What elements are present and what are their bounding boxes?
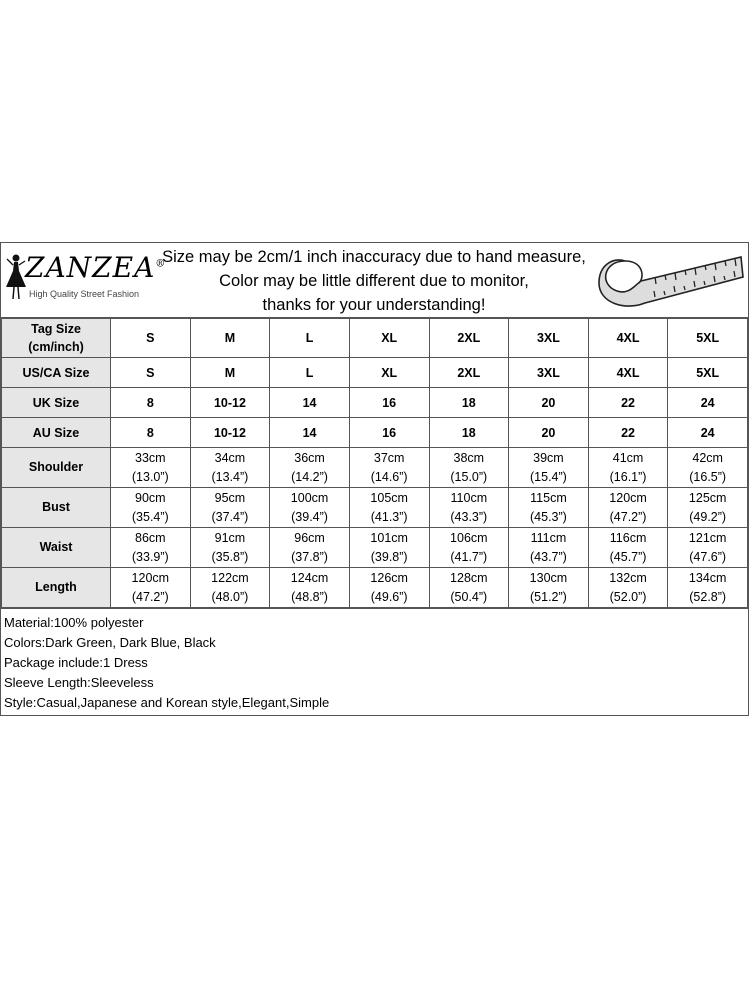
brand-tagline: High Quality Street Fashion: [29, 289, 140, 299]
inch-value: (43.7”): [530, 549, 567, 564]
measuring-tape-icon: [595, 251, 745, 309]
size-cell: 24: [668, 418, 748, 448]
size-cell: 5XL: [668, 358, 748, 388]
measurement-cell: [509, 488, 589, 528]
inch-value: (15.0”): [450, 469, 488, 484]
cm-value: 100cm: [290, 490, 329, 505]
inch-value: (16.1”): [609, 469, 647, 484]
size-cell: L: [270, 319, 350, 358]
inch-value: (52.8”): [689, 589, 727, 604]
size-cell: S: [111, 358, 191, 388]
inch-value: (33.9”): [131, 549, 169, 564]
cm-value: 96cm: [294, 530, 325, 545]
cm-value: 128cm: [450, 570, 488, 585]
brand-name: ZANZEA®: [25, 251, 167, 284]
row-label: Bust: [2, 488, 111, 528]
measurement-cell: [111, 448, 191, 488]
inch-value: (51.2”): [530, 589, 567, 604]
inch-value: (37.8”): [291, 549, 328, 564]
cm-value: 105cm: [370, 490, 408, 505]
cm-value: 120cm: [131, 570, 170, 585]
cm-value: 106cm: [450, 530, 488, 545]
measurement-cell: [270, 568, 350, 608]
notice-line: Color may be little different due to monitor,: [219, 272, 529, 290]
inch-value: (49.6”): [370, 589, 408, 604]
size-row: [2, 388, 748, 418]
measurement-cell: [588, 448, 668, 488]
inch-value: (48.8”): [291, 589, 328, 604]
cm-value: 124cm: [290, 570, 329, 585]
measurement-cell: [349, 528, 429, 568]
cm-value: 38cm: [453, 450, 485, 465]
row-label: Shoulder: [2, 448, 111, 488]
measurement-cell: [668, 528, 748, 568]
size-cell: XL: [349, 358, 429, 388]
row-label: UK Size: [2, 388, 111, 418]
size-cell: M: [190, 319, 270, 358]
measurement-cell: [668, 448, 748, 488]
size-cell: 4XL: [588, 319, 668, 358]
cm-value: 132cm: [609, 570, 647, 585]
measurement-cell: [349, 568, 429, 608]
measurement-cell: [190, 448, 270, 488]
measurement-cell: [111, 488, 191, 528]
size-cell: 8: [111, 418, 191, 448]
inch-value: (13.4”): [211, 469, 249, 484]
size-cell: 5XL: [668, 319, 748, 358]
cm-value: 111cm: [530, 530, 567, 545]
inch-value: (41.3”): [370, 509, 408, 524]
inch-value: (45.3”): [530, 509, 567, 524]
size-cell: 18: [429, 388, 509, 418]
measurement-cell: [270, 448, 350, 488]
inch-value: (39.8”): [370, 549, 408, 564]
cm-value: 120cm: [609, 490, 647, 505]
cm-value: 34cm: [214, 450, 246, 465]
size-cell: 20: [509, 388, 589, 418]
inch-value: (16.5”): [689, 469, 727, 484]
cm-value: 37cm: [373, 450, 405, 465]
inch-value: (52.0”): [609, 589, 647, 604]
inch-value: (47.2”): [131, 589, 169, 604]
cm-value: 33cm: [135, 450, 166, 465]
notice-line: Size may be 2cm/1 inch inaccuracy due to hand measure,: [162, 248, 586, 266]
measurement-cell: [190, 528, 270, 568]
inch-value: (47.2”): [609, 509, 647, 524]
inch-value: (45.7”): [609, 549, 647, 564]
cm-value: 116cm: [609, 530, 647, 545]
size-cell: 22: [588, 418, 668, 448]
inch-value: (49.2”): [689, 509, 727, 524]
size-cell: 24: [668, 388, 748, 418]
measurement-cell: [668, 568, 748, 608]
measurement-cell: [588, 488, 668, 528]
size-cell: S: [111, 319, 191, 358]
measurement-notice: [149, 245, 599, 317]
size-cell: 4XL: [588, 358, 668, 388]
dress-silhouette-icon: [5, 253, 27, 301]
measurement-cell: [509, 528, 589, 568]
inch-value: (41.7”): [450, 549, 488, 564]
measurement-row: [2, 488, 748, 528]
size-cell: 14: [270, 418, 350, 448]
cm-value: 121cm: [688, 530, 727, 545]
detail-line: Style:Casual,Japanese and Korean style,Elegant,Simple: [4, 695, 330, 710]
size-cell: 3XL: [509, 319, 589, 358]
measurement-cell: [668, 488, 748, 528]
cm-value: 101cm: [370, 530, 408, 545]
cm-value: 126cm: [370, 570, 408, 585]
measurement-cell: [509, 568, 589, 608]
row-label: US/CA Size: [2, 358, 111, 388]
cm-value: 86cm: [135, 530, 166, 545]
row-label: Length: [2, 568, 111, 608]
size-row: [2, 358, 748, 388]
size-cell: 14: [270, 388, 350, 418]
size-cell: L: [270, 358, 350, 388]
measurement-row: [2, 568, 748, 608]
brand-logo: [5, 249, 167, 309]
size-cell: 2XL: [429, 358, 509, 388]
size-cell: 16: [349, 388, 429, 418]
inch-value: (50.4”): [450, 589, 488, 604]
inch-value: (47.6”): [689, 549, 727, 564]
size-cell: 20: [509, 418, 589, 448]
row-label: Waist: [2, 528, 111, 568]
size-cell: 22: [588, 388, 668, 418]
inch-value: (37.4”): [211, 509, 249, 524]
inch-value: (35.8”): [211, 549, 249, 564]
measurement-cell: [270, 528, 350, 568]
size-table: [1, 318, 748, 608]
cm-value: 122cm: [211, 570, 249, 585]
measurement-cell: [429, 488, 509, 528]
row-label: AU Size: [2, 418, 111, 448]
measurement-cell: [429, 448, 509, 488]
cm-value: 36cm: [294, 450, 325, 465]
size-cell: 16: [349, 418, 429, 448]
measurement-cell: [190, 568, 270, 608]
measurement-cell: [509, 448, 589, 488]
cm-value: 39cm: [533, 450, 564, 465]
chart-header: [1, 243, 748, 318]
row-label: Tag Size (cm/inch): [2, 319, 111, 358]
inch-value: (39.4”): [291, 509, 328, 524]
cm-value: 115cm: [530, 490, 567, 505]
size-cell: M: [190, 358, 270, 388]
measurement-row: [2, 448, 748, 488]
size-chart: [0, 242, 749, 716]
product-details: [1, 608, 748, 715]
cm-value: 125cm: [688, 490, 727, 505]
size-cell: 8: [111, 388, 191, 418]
cm-value: 42cm: [692, 450, 723, 465]
cm-value: 134cm: [688, 570, 727, 585]
size-cell: 10-12: [190, 418, 270, 448]
size-row: [2, 418, 748, 448]
tag-size-row: [2, 319, 748, 358]
measurement-cell: [111, 568, 191, 608]
detail-line: Material:100% polyester: [4, 615, 144, 630]
size-cell: 2XL: [429, 319, 509, 358]
measurement-cell: [270, 488, 350, 528]
measurement-cell: [349, 448, 429, 488]
detail-line: Colors:Dark Green, Dark Blue, Black: [4, 635, 216, 650]
measurement-cell: [588, 568, 668, 608]
inch-value: (35.4”): [131, 509, 169, 524]
cm-value: 130cm: [529, 570, 568, 585]
measurement-cell: [429, 528, 509, 568]
cm-value: 95cm: [214, 490, 246, 505]
cm-value: 41cm: [612, 450, 644, 465]
size-cell: 3XL: [509, 358, 589, 388]
cm-value: 110cm: [450, 490, 488, 505]
size-cell: XL: [349, 319, 429, 358]
notice-line: thanks for your understanding!: [262, 296, 486, 314]
cm-value: 90cm: [135, 490, 166, 505]
inch-value: (13.0”): [131, 469, 169, 484]
inch-value: (43.3”): [450, 509, 488, 524]
size-cell: 10-12: [190, 388, 270, 418]
measurement-cell: [429, 568, 509, 608]
measurement-cell: [111, 528, 191, 568]
measurement-cell: [588, 528, 668, 568]
measurement-cell: [349, 488, 429, 528]
detail-line: Package include:1 Dress: [4, 655, 148, 670]
inch-value: (14.2”): [291, 469, 328, 484]
measurement-cell: [190, 488, 270, 528]
inch-value: (48.0”): [211, 589, 249, 604]
inch-value: (14.6”): [370, 469, 408, 484]
detail-line: Sleeve Length:Sleeveless: [4, 675, 154, 690]
inch-value: (15.4”): [530, 469, 567, 484]
size-cell: 18: [429, 418, 509, 448]
cm-value: 91cm: [214, 530, 246, 545]
measurement-row: [2, 528, 748, 568]
